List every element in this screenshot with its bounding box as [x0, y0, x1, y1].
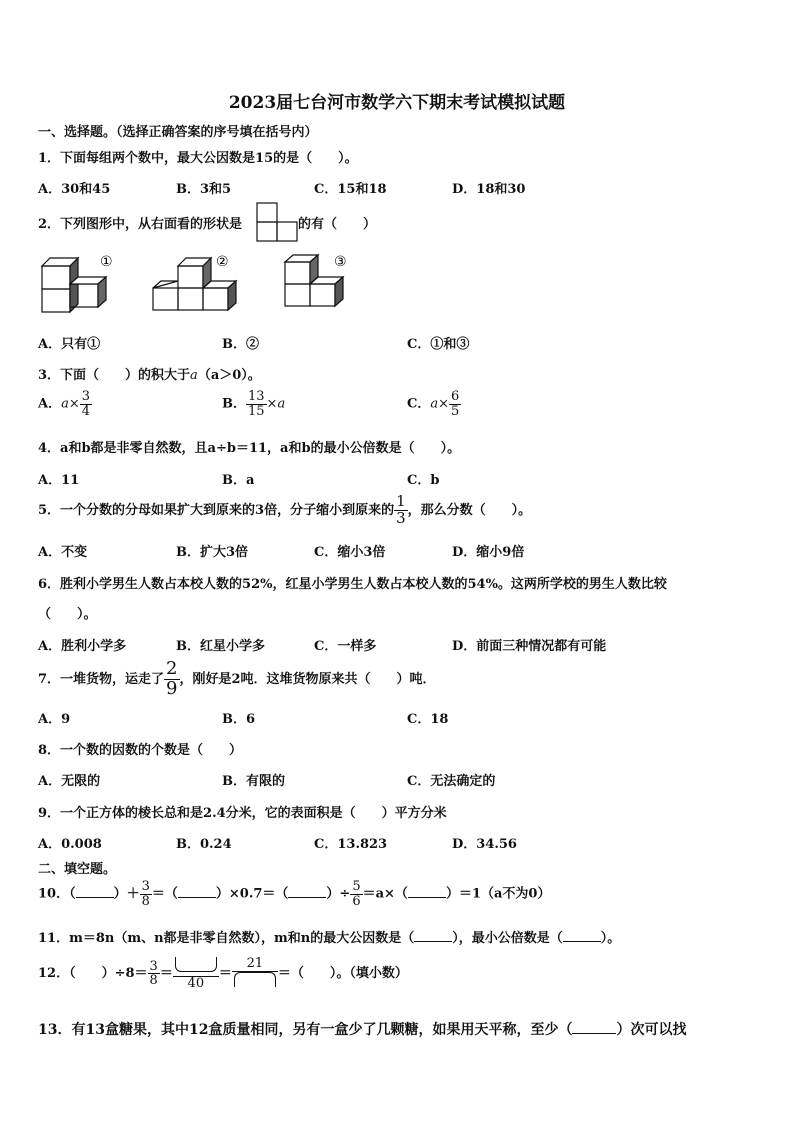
section-heading-fill: 二、填空题。 [38, 862, 117, 877]
question-8-stem: 8．一个数的因数的个数是（ ） [38, 743, 243, 758]
cube-figure-1 [40, 252, 130, 314]
section-heading-choice: 一、选择题。（选择正确答案的序号填在括号内） [38, 125, 318, 140]
q1-option-b: B．3和5 [176, 182, 232, 197]
q5-option-d: D．缩小9倍 [452, 545, 525, 560]
q9-option-c: C．13.823 [314, 837, 388, 852]
q8-option-c: C．无法确定的 [407, 774, 496, 789]
q8-option-b: B．有限的 [222, 774, 285, 789]
q13-blank [572, 1021, 616, 1034]
question-2-stem-after: 的有（ ） [298, 217, 377, 232]
q9-option-d: D．34.56 [452, 837, 517, 852]
q7-option-b: B．6 [222, 712, 256, 727]
q1-option-d: D．18和30 [452, 182, 526, 197]
q4-option-b: B．a [222, 473, 255, 488]
question-13-stem: 13．有13盒糖果，其中12盒质量相同，另有一盒少了几颗糖，如果用天平称，至少（ ）次可以找 [38, 1022, 687, 1038]
page-title: 2023届七台河市数学六下期末考试模拟试题 [228, 93, 566, 113]
q8-option-a: A．无限的 [38, 774, 101, 789]
q2-option-c: C．①和③ [407, 337, 470, 352]
figure-3-label: ③ [334, 254, 347, 270]
q6-option-c: C．一样多 [314, 639, 377, 654]
q2-option-b: B．② [222, 337, 259, 352]
q4-option-a: A．11 [38, 473, 80, 488]
q7-option-c: C．18 [407, 712, 449, 727]
q10-blank-2 [178, 885, 216, 898]
q9-option-b: B．0.24 [176, 837, 232, 852]
q6-option-a: A．胜利小学多 [38, 639, 127, 654]
question-2-stem-before: 2．下列图形中，从右面看的形状是 [38, 217, 243, 232]
q10-blank-4 [408, 885, 446, 898]
right-view-shape-figure [256, 202, 298, 242]
q11-blank-2 [563, 929, 601, 942]
q3-option-a: A．a× $\frac{3}{4}$ [38, 389, 91, 419]
q10-blank-1 [76, 885, 114, 898]
figure-1-label: ① [100, 254, 113, 270]
question-6-stem-line1: 6．胜利小学男生人数占本校人数的52%，红星小学男生人数占本校人数的54%。这两所学校的男生人数比较 [38, 577, 667, 592]
cube-figure-2 [150, 252, 260, 314]
q5-option-c: C．缩小3倍 [314, 545, 386, 560]
question-12-stem: 12．（ ）÷8＝ $\frac{3}{8}$ ＝ 40 ＝ 21 ＝（ ）。（填小数） [38, 956, 408, 991]
q5-option-b: B．扩大3倍 [176, 545, 249, 560]
question-7-stem: 7．一堆货物，运走了 $\frac{2}{9}$ ，刚好是2吨．这堆货物原来共（ ）吨． [38, 658, 436, 699]
q9-option-a: A．0.008 [38, 837, 102, 852]
question-3-stem: 3．下面（ ）的积大于a（a＞0）。 [38, 368, 261, 383]
question-10-stem: 10．（ ）＋ $\frac{3}{8}$ ＝（ ）×0.7＝（ ）÷ $\frac{5}{6}$ ＝a×（ ）＝1（a不为0） [38, 879, 551, 909]
q1-option-c: C．15和18 [314, 182, 387, 197]
q5-option-a: A．不变 [38, 545, 88, 560]
q2-option-a: A．只有① [38, 337, 101, 352]
q3-option-b: B． $\frac{13}{15}$ ×a [222, 389, 286, 419]
q12-blank-denominator [234, 972, 276, 987]
q7-option-a: A．9 [38, 712, 71, 727]
q6-option-b: B．红星小学多 [176, 639, 265, 654]
q10-blank-3 [288, 885, 326, 898]
q1-option-a: A．30和45 [38, 182, 111, 197]
question-6-stem-line2: （ ）。 [38, 607, 97, 622]
q3-option-c: C．a× $\frac{6}{5}$ [407, 389, 460, 419]
figure-2-label: ② [216, 254, 229, 270]
question-4-stem: 4．a和b都是非零自然数，且a÷b＝11，a和b的最小公倍数是（ ）。 [38, 441, 461, 456]
question-11-stem: 11．m＝8n（m、n都是非零自然数），m和n的最大公因数是（ ），最小公倍数是（ ）。 [38, 931, 621, 946]
question-9-stem: 9．一个正方体的棱长总和是2.4分米，它的表面积是（ ）平方分米 [38, 806, 447, 821]
q11-blank-1 [414, 929, 452, 942]
q12-blank-numerator [175, 957, 217, 972]
q4-option-c: C．b [407, 473, 440, 488]
question-5-stem: 5．一个分数的分母如果扩大到原来的3倍，分子缩小到原来的 $\frac{1}{3}$ ，那么分数（ ）。 [38, 492, 532, 527]
question-1-stem: 1．下面每组两个数中，最大公因数是15的是（ ）。 [38, 151, 358, 166]
cube-figure-3 [280, 252, 370, 314]
q6-option-d: D．前面三种情况都有可能 [452, 639, 607, 654]
